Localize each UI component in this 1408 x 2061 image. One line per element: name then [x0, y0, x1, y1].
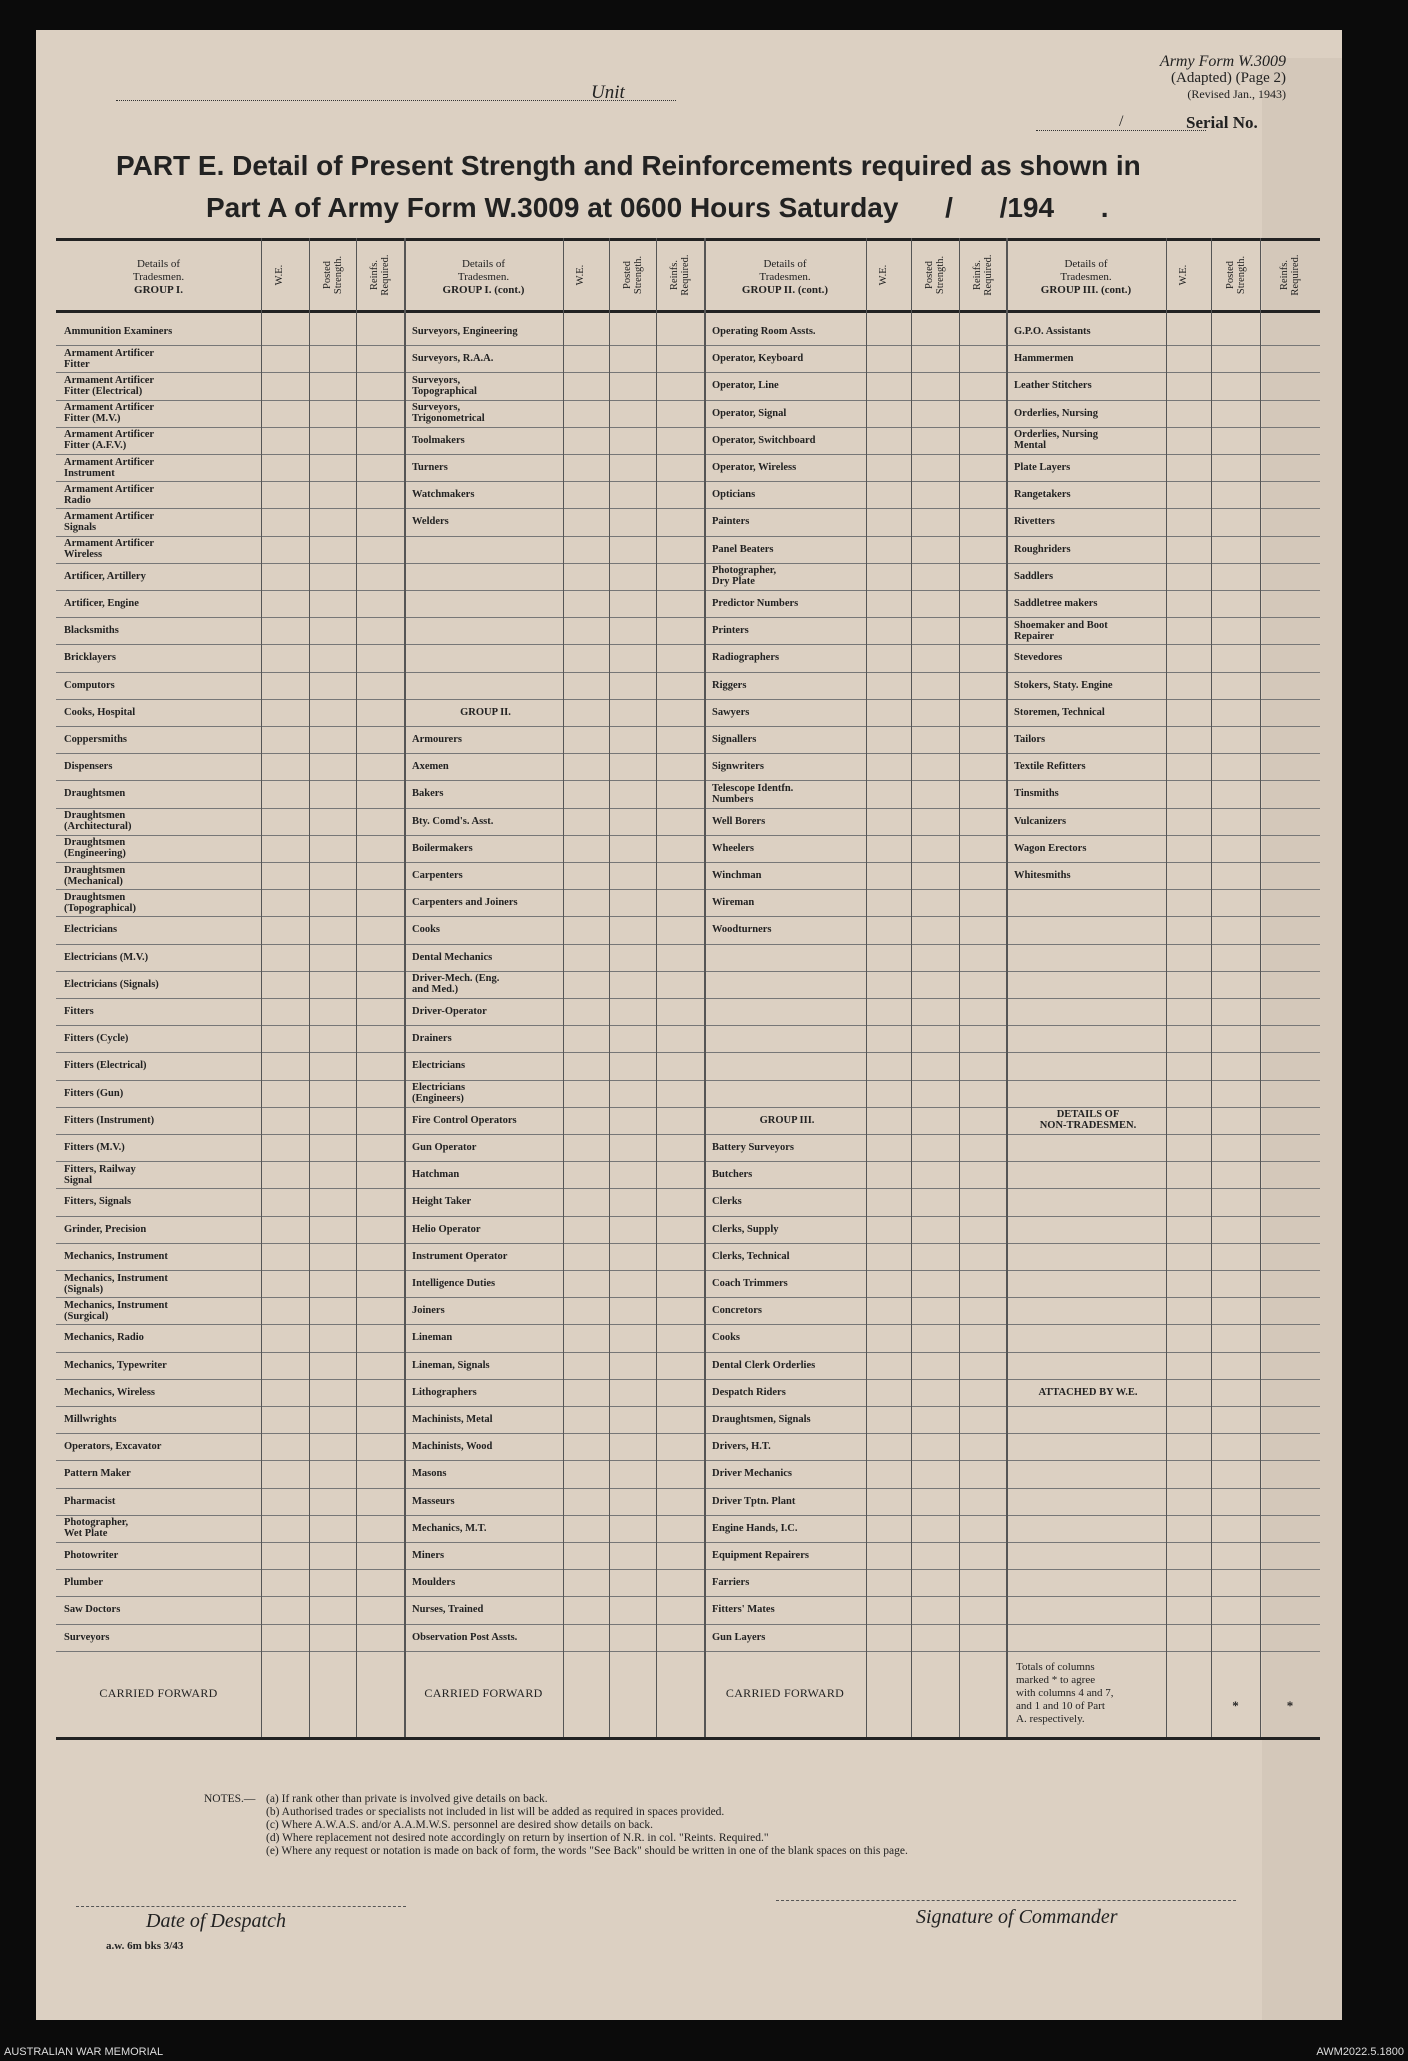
column-header-details — [1006, 258, 1166, 297]
notes-section — [204, 1793, 908, 1858]
column-header-reinfs: Reinfs. Required. — [369, 254, 391, 296]
trade-row-label: Textile Refitters — [1014, 761, 1086, 773]
trade-row-label: Bakers — [412, 788, 444, 800]
archive-credit: AUSTRALIAN WAR MEMORIAL — [4, 2046, 164, 2058]
trade-row-label: Draughtsmen (Topographical) — [64, 891, 136, 914]
serial-label: Serial No. — [1186, 113, 1258, 132]
column-divider — [356, 238, 357, 1737]
serial-slash: / — [1119, 113, 1124, 130]
column-header-posted: Posted Strength. — [321, 255, 344, 295]
trade-row-label: Operator, Keyboard — [712, 353, 804, 365]
trade-row-label: Electricians (Signals) — [64, 978, 159, 990]
trade-row-label: G.P.O. Assistants — [1014, 326, 1091, 338]
trade-row-label: Dental Mechanics — [412, 951, 493, 963]
trade-row-label: Machinists, Metal — [412, 1414, 493, 1426]
trade-row-label: Concretors — [712, 1305, 762, 1317]
form-reference — [1046, 54, 1286, 102]
group-section-heading: ATTACHED BY W.E. — [1038, 1386, 1138, 1398]
note-item: (c) Where A.W.A.S. and/or A.A.M.W.S. personnel are desired show details on back. — [266, 1819, 653, 1831]
form-page — [36, 30, 1342, 2020]
trade-row-label: Armament Artificer Signals — [64, 510, 155, 533]
trade-row-label: Mechanics, Instrument — [64, 1250, 168, 1262]
trade-row-label: Machinists, Wood — [412, 1441, 493, 1453]
trade-row-label: Orderlies, Nursing Mental — [1014, 429, 1098, 452]
column-header-details — [704, 258, 866, 297]
trade-row-label: Orderlies, Nursing — [1014, 407, 1098, 419]
trade-row-label: Driver-Mech. (Eng. and Med.) — [412, 973, 500, 996]
trade-row-label: Surveyors, R.A.A. — [412, 353, 494, 365]
trade-row-label: Saddletree makers — [1014, 598, 1098, 610]
trade-row-label: Battery Surveyors — [712, 1142, 794, 1154]
trade-row-label: Blacksmiths — [64, 625, 119, 637]
trade-row-label: Photowriter — [64, 1550, 119, 1562]
section-divider — [404, 238, 406, 1737]
trade-row-label: Shoemaker and Boot Repairer — [1014, 619, 1108, 642]
column-divider — [563, 238, 564, 1737]
trade-row-label: Clerks, Technical — [712, 1250, 790, 1262]
trade-row-label: Pharmacist — [64, 1495, 116, 1507]
trade-row-label: Fitters (Cycle) — [64, 1033, 129, 1045]
column-header-reinfs: Reinfs. Required. — [971, 254, 994, 296]
asterisk-marker: * — [1232, 1698, 1239, 1714]
section-divider — [1006, 238, 1008, 1737]
trade-row-label: Drainers — [412, 1033, 452, 1045]
trade-row-label: Dispensers — [64, 761, 113, 773]
trade-row-label: Lithographers — [412, 1386, 477, 1398]
print-code: a.w. 6m bks 3/43 — [106, 1940, 184, 1952]
trade-row-label: Operator, Switchboard — [712, 434, 816, 446]
trade-row-label: Stokers, Staty. Engine — [1014, 679, 1113, 691]
trade-row-label: Miners — [412, 1550, 445, 1562]
trade-row-label: Masseurs — [412, 1495, 455, 1507]
trade-row-label: Height Taker — [412, 1196, 472, 1208]
page-title-continued: Part A of Army Form W.3009 at 0600 Hours Saturday / /194 . — [206, 192, 1109, 223]
table-top-border — [56, 238, 1320, 241]
trade-row-label: Observation Post Assts. — [412, 1631, 518, 1643]
column-header-posted: Posted Strength. — [1224, 255, 1247, 295]
details-header-label: Details of Tradesmen. — [457, 258, 510, 283]
trade-row-label: Engine Hands, I.C. — [712, 1522, 798, 1534]
trade-row-label: Surveyors, Engineering — [412, 326, 518, 338]
group-section-heading: GROUP II. — [460, 706, 511, 718]
trade-row-label: Armament Artificer Fitter (A.F.V.) — [64, 429, 155, 452]
trade-row-label: Draughtsmen — [64, 788, 126, 800]
trade-row-label: Plumber — [64, 1577, 104, 1589]
trade-row-label: Mechanics, M.T. — [412, 1522, 487, 1534]
column-divider — [261, 238, 262, 1737]
trade-row-label: Plate Layers — [1014, 462, 1071, 474]
section-divider — [704, 238, 706, 1737]
header-bottom-border — [56, 310, 1320, 313]
trade-row-label: Intelligence Duties — [412, 1278, 496, 1290]
trade-row-label: Mechanics, Radio — [64, 1332, 144, 1344]
trade-row-label: Wheelers — [712, 842, 754, 854]
date-entry-line — [76, 1906, 406, 1907]
trade-row-label: Artificer, Engine — [64, 598, 139, 610]
trade-row-label: Driver-Operator — [412, 1006, 487, 1018]
trade-row-label: Clerks — [712, 1196, 742, 1208]
column-divider — [911, 238, 912, 1737]
column-header-reinfs: Reinfs. Required. — [1279, 254, 1301, 296]
trade-row-label: Storemen, Technical — [1014, 706, 1105, 718]
trade-row-label: Axemen — [412, 761, 449, 773]
trade-row-label: Photographer, Wet Plate — [64, 1517, 129, 1540]
trade-row-label: Fitters' Mates — [712, 1604, 775, 1616]
trade-row-label: Driver Mechanics — [712, 1468, 792, 1480]
column-divider — [609, 238, 610, 1737]
trade-row-label: Mechanics, Typewriter — [64, 1359, 167, 1371]
column-header-details — [404, 258, 563, 297]
totals-note: Totals of columns marked * to agree with columns 4 and 7, and 1 and 10 of Part A. respectively. — [1016, 1661, 1114, 1726]
carried-forward-label: CARRIED FORWARD — [424, 1686, 543, 1701]
trade-row-label: Fitters (Gun) — [64, 1087, 124, 1099]
date-of-despatch-label: Date of Despatch — [146, 1910, 286, 1932]
trade-row-label: Coach Trimmers — [712, 1278, 788, 1290]
trade-row-label: Turners — [412, 462, 448, 474]
trade-row-label: Armament Artificer Fitter — [64, 347, 155, 370]
trade-row-label: Ammunition Examiners — [64, 326, 173, 338]
trade-row-label: Coppersmiths — [64, 734, 128, 746]
trade-row-label: Bty. Comd's. Asst. — [412, 815, 494, 827]
column-header-we: W.E. — [274, 264, 285, 286]
trade-row-label: Vulcanizers — [1014, 815, 1067, 827]
trade-row-label: Operator, Signal — [712, 407, 787, 419]
table-bottom-border — [56, 1737, 1320, 1740]
carried-forward-label: CARRIED FORWARD — [725, 1686, 845, 1701]
asterisk-marker: * — [1286, 1698, 1294, 1714]
trade-row-label: Sawyers — [712, 706, 750, 718]
trade-row-label: Fitters, Railway Signal — [64, 1163, 136, 1186]
details-header-label: Details of Tradesmen. — [759, 258, 811, 283]
trade-row-label: Mechanics, Instrument (Signals) — [64, 1272, 168, 1295]
trade-row-label: Leather Stitchers — [1014, 380, 1092, 392]
trade-row-label: Electricians — [412, 1060, 466, 1072]
trade-row-label: Photographer, Dry Plate — [712, 565, 777, 588]
group-header-label: GROUP I. — [134, 284, 183, 296]
trade-row-label: Artificer, Artillery — [64, 570, 146, 582]
trade-row-label: Operator, Line — [712, 380, 779, 392]
trade-row-label: Computors — [64, 679, 115, 691]
column-header-posted: Posted Strength. — [621, 255, 644, 295]
trade-row-label: Winchman — [712, 870, 762, 882]
details-header-label: Details of Tradesmen. — [132, 258, 185, 283]
group-header-label: GROUP I. (cont.) — [442, 284, 525, 296]
trade-row-label: Electricians (Engineers) — [412, 1082, 466, 1105]
trade-row-label: Electricians (M.V.) — [64, 951, 149, 963]
notes-label: NOTES.— — [204, 1793, 256, 1805]
trade-row-label: Gun Layers — [712, 1631, 766, 1643]
trade-row-label: Armourers — [412, 734, 462, 746]
column-divider — [656, 238, 657, 1737]
trade-row-label: Draughtsmen, Signals — [712, 1414, 811, 1426]
trade-row-label: Telescope Identfn. Numbers — [712, 782, 794, 805]
unit-label: Unit — [591, 82, 625, 103]
note-item: (b) Authorised trades or specialists not included in list will be added as required in spaces provided. — [266, 1806, 725, 1818]
trade-row-label: Instrument Operator — [412, 1250, 508, 1262]
column-divider — [1166, 238, 1167, 1737]
trade-row-label: Predictor Numbers — [712, 598, 799, 610]
form-reference-line: (Adapted) (Page 2) — [1171, 70, 1286, 86]
page-title: PART E. Detail of Present Strength and Reinforcements required as shown in — [116, 150, 1141, 181]
trade-row-label: Drivers, H.T. — [712, 1441, 771, 1453]
signature-label: Signature of Commander — [916, 1906, 1118, 1928]
trade-row-label: Stevedores — [1014, 652, 1063, 664]
trade-row-label: Watchmakers — [412, 489, 475, 501]
trade-row-label: Cooks, Hospital — [64, 706, 136, 718]
trade-row-label: Electricians — [64, 924, 118, 936]
trade-row-label: Pattern Maker — [64, 1468, 131, 1480]
trade-row-label: Fire Control Operators — [412, 1114, 517, 1126]
trade-row-label: Cooks — [412, 924, 441, 936]
trade-row-label: Equipment Repairers — [712, 1550, 809, 1562]
signature-entry-line — [776, 1900, 1236, 1901]
form-reference-line: (Revised Jan., 1943) — [1187, 87, 1286, 101]
trade-row-label: Armament Artificer Wireless — [64, 538, 155, 561]
trade-row-label: Mechanics, Wireless — [64, 1386, 155, 1398]
trade-row-label: Gun Operator — [412, 1142, 477, 1154]
trade-row-label: Fitters (Electrical) — [64, 1060, 147, 1072]
trade-row-label: Woodturners — [712, 924, 772, 936]
trade-row-label: Wagon Erectors — [1014, 842, 1087, 854]
trade-row-label: Fitters (Instrument) — [64, 1114, 155, 1126]
trade-row-label: Welders — [412, 516, 449, 528]
trade-row-label: Butchers — [712, 1169, 753, 1181]
column-divider — [866, 238, 867, 1737]
trade-row-label: Armament Artificer Fitter (M.V.) — [64, 402, 155, 425]
column-divider — [1211, 238, 1212, 1737]
column-header-reinfs: Reinfs. Required. — [669, 254, 691, 296]
trade-row-label: Lineman — [412, 1332, 453, 1344]
column-divider — [959, 238, 960, 1737]
trade-row-label: Roughriders — [1014, 543, 1071, 555]
trade-row-label: Wireman — [712, 897, 755, 909]
trade-row-label: Operating Room Assts. — [712, 326, 816, 338]
trade-row-label: Draughtsmen (Architectural) — [64, 810, 132, 833]
trade-row-label: Fitters, Signals — [64, 1196, 132, 1208]
trade-row-label: Draughtsmen (Engineering) — [64, 837, 126, 860]
trade-row-label: Surveyors, Trigonometrical — [412, 402, 485, 425]
column-header-we: W.E. — [575, 264, 586, 286]
trade-row-label: Dental Clerk Orderlies — [712, 1359, 816, 1371]
trade-row-label: Panel Beaters — [712, 543, 774, 555]
trade-row-label: Signallers — [712, 734, 757, 746]
trade-row-label: Armament Artificer Radio — [64, 483, 155, 506]
trade-row-label: Despatch Riders — [712, 1386, 786, 1398]
note-item: (d) Where replacement not desired note accordingly on return by insertion of N.R. in col. "Reints. Required." — [266, 1832, 769, 1844]
trade-row-label: Well Borers — [712, 815, 766, 827]
trade-row-label: Masons — [412, 1468, 447, 1480]
trade-row-label: Signwriters — [712, 761, 764, 773]
trade-row-label: Hammermen — [1014, 353, 1074, 365]
column-divider — [1260, 238, 1261, 1737]
trade-row-label: Printers — [712, 625, 749, 637]
trade-row-label: Helio Operator — [412, 1223, 481, 1235]
group-section-heading: GROUP III. — [759, 1114, 815, 1126]
trade-row-label: Mechanics, Instrument (Surgical) — [64, 1299, 168, 1322]
trade-row-label: Fitters — [64, 1006, 94, 1018]
column-header-we: W.E. — [877, 264, 889, 286]
trade-row-label: Toolmakers — [412, 434, 465, 446]
trade-row-label: Surveyors — [64, 1631, 110, 1643]
carried-forward-label: CARRIED FORWARD — [99, 1686, 218, 1701]
note-item: (e) Where any request or notation is made on back of form, the words "See Back" should be written in one of the blank spaces on this page. — [266, 1845, 908, 1857]
trade-row-label: Opticians — [712, 489, 756, 501]
trade-row-label: Joiners — [412, 1305, 445, 1317]
group-section-heading: DETAILS OF NON-TRADESMEN. — [1039, 1109, 1137, 1132]
details-header-label: Details of Tradesmen. — [1060, 258, 1112, 283]
form-reference-line: Army Form W.3009 — [1159, 53, 1286, 70]
trade-row-label: Armament Artificer Instrument — [64, 456, 155, 479]
column-header-we: W.E. — [1177, 264, 1189, 286]
trade-row-label: Fitters (M.V.) — [64, 1142, 125, 1154]
trade-row-label: Nurses, Trained — [412, 1604, 484, 1616]
column-header-details — [56, 258, 261, 297]
trade-row-label: Moulders — [412, 1577, 456, 1589]
archive-id: AWM2022.5.1800 — [1316, 2046, 1404, 2058]
trade-row-label: Carpenters — [412, 870, 463, 882]
trade-row-label: Operators, Excavator — [64, 1441, 162, 1453]
trade-row-label: Rivetters — [1014, 516, 1055, 528]
trade-row-label: Bricklayers — [64, 652, 116, 664]
group-header-label: GROUP II. (cont.) — [741, 284, 829, 296]
column-divider — [309, 238, 310, 1737]
trade-row-label: Operator, Wireless — [712, 462, 797, 474]
trade-row-label: Painters — [712, 516, 750, 528]
note-item: (a) If rank other than private is involved give details on back. — [266, 1793, 548, 1805]
trade-row-label: Radiographers — [712, 652, 780, 664]
trade-row-label: Armament Artificer Fitter (Electrical) — [64, 374, 155, 397]
group-header-label: GROUP III. (cont.) — [1040, 284, 1132, 296]
trade-row-label: Grinder, Precision — [64, 1223, 147, 1235]
trade-row-label: Millwrights — [64, 1414, 117, 1426]
trade-row-label: Rangetakers — [1014, 489, 1071, 501]
trade-row-label: Surveyors, Topographical — [412, 374, 477, 397]
trade-row-label: Driver Tptn. Plant — [712, 1495, 796, 1507]
trade-row-label: Cooks — [712, 1332, 741, 1344]
trade-row-label: Lineman, Signals — [412, 1359, 490, 1371]
trade-row-label: Saddlers — [1014, 570, 1054, 582]
column-header-posted: Posted Strength. — [924, 255, 946, 295]
trade-row-label: Riggers — [712, 679, 747, 691]
trade-row-label: Boilermakers — [412, 842, 473, 854]
trade-row-label: Saw Doctors — [64, 1604, 121, 1616]
strength-table — [56, 238, 1320, 1778]
trade-row-label: Whitesmiths — [1014, 870, 1071, 882]
trade-row-label: Tinsmiths — [1014, 788, 1059, 800]
trade-row-label: Hatchman — [412, 1169, 460, 1181]
trade-row-label: Farriers — [712, 1577, 750, 1589]
trade-row-label: Tailors — [1014, 734, 1046, 746]
trade-row-label: Clerks, Supply — [712, 1223, 779, 1235]
trade-row-label: Carpenters and Joiners — [412, 897, 518, 909]
trade-row-label: Draughtsmen (Mechanical) — [64, 864, 126, 887]
